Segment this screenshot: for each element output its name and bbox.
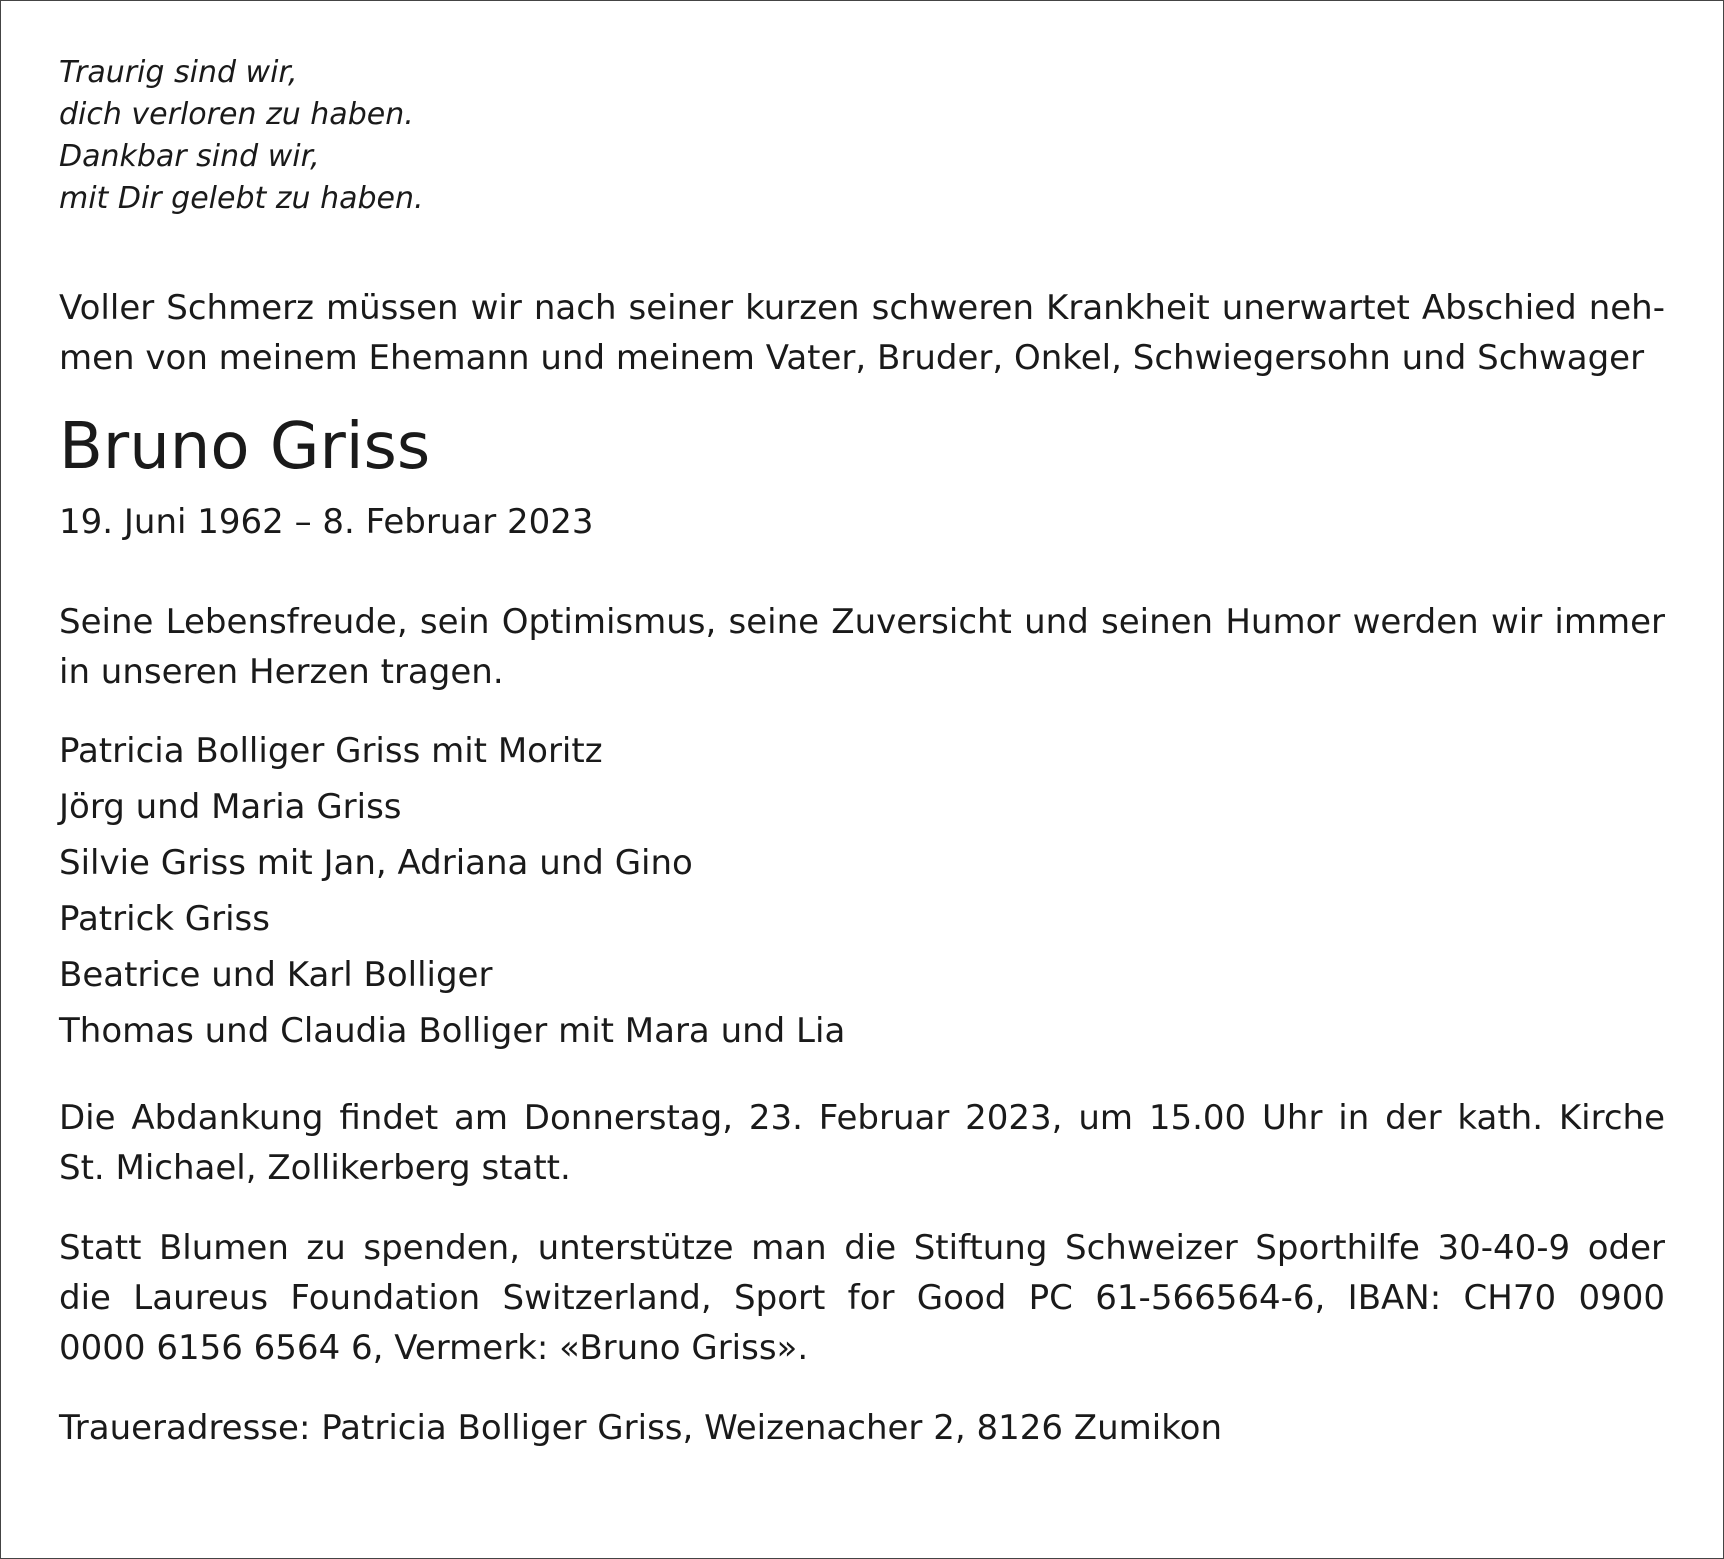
- motto-line: mit Dir gelebt zu haben.: [59, 181, 424, 216]
- mourner-item: Thomas und Claudia Bolliger mit Mara und Lia: [59, 1011, 846, 1051]
- deceased-name: Bruno Griss: [59, 410, 431, 484]
- motto-line: Traurig sind wir,: [59, 55, 298, 90]
- intro-line: men von meinem Ehemann und meinem Vater, Bruder, Onkel, Schwiegersohn und Schwager: [59, 338, 1645, 378]
- mourner-item: Beatrice und Karl Bolliger: [59, 955, 493, 995]
- life-dates: 19. Juni 1962 – 8. Februar 2023: [59, 502, 594, 542]
- mourner-item: Patrick Griss: [59, 899, 270, 939]
- motto-verse: [59, 52, 1665, 220]
- intro-paragraph: [59, 283, 1665, 383]
- tribute-line: in unseren Herzen tragen.: [59, 652, 504, 692]
- mourning-address: Traueradresse: Patricia Bolliger Griss, Weizenacher 2, 8126 Zumikon: [59, 1408, 1223, 1448]
- donation-line: die Laureus Foundation Switzerland, Sport for Good PC 61-566564-6, IBAN: CH70 0900: [59, 1278, 1665, 1318]
- tribute-line: Seine Lebensfreude, sein Optimismus, seine Zuversicht und seinen Humor werden wir immer: [59, 602, 1665, 642]
- motto-line: Dankbar sind wir,: [59, 139, 320, 174]
- mourner-item: Jörg und Maria Griss: [59, 787, 402, 827]
- mourner-item: Patricia Bolliger Griss mit Moritz: [59, 731, 603, 771]
- tribute-paragraph: [59, 597, 1665, 697]
- mourner-item: Silvie Griss mit Jan, Adriana und Gino: [59, 843, 693, 883]
- ceremony-line: Die Abdankung findet am Donnerstag, 23. Februar 2023, um 15.00 Uhr in der kath. Kirche: [59, 1098, 1665, 1138]
- intro-line: Voller Schmerz müssen wir nach seiner kurzen schweren Krankheit unerwartet Abschied neh-: [59, 288, 1665, 328]
- donation-line: 0000 6156 6564 6, Vermerk: «Bruno Griss».: [59, 1328, 809, 1368]
- donation-paragraph: [59, 1223, 1665, 1373]
- obituary-content: [59, 52, 1665, 1453]
- ceremony-paragraph: [59, 1093, 1665, 1193]
- motto-line: dich verloren zu haben.: [59, 97, 414, 132]
- ceremony-line: St. Michael, Zollikerberg statt.: [59, 1148, 571, 1188]
- donation-line: Statt Blumen zu spenden, unterstütze man die Stiftung Schweizer Sporthilfe 30-40-9 oder: [59, 1228, 1665, 1268]
- mourners-list: [59, 723, 1665, 1059]
